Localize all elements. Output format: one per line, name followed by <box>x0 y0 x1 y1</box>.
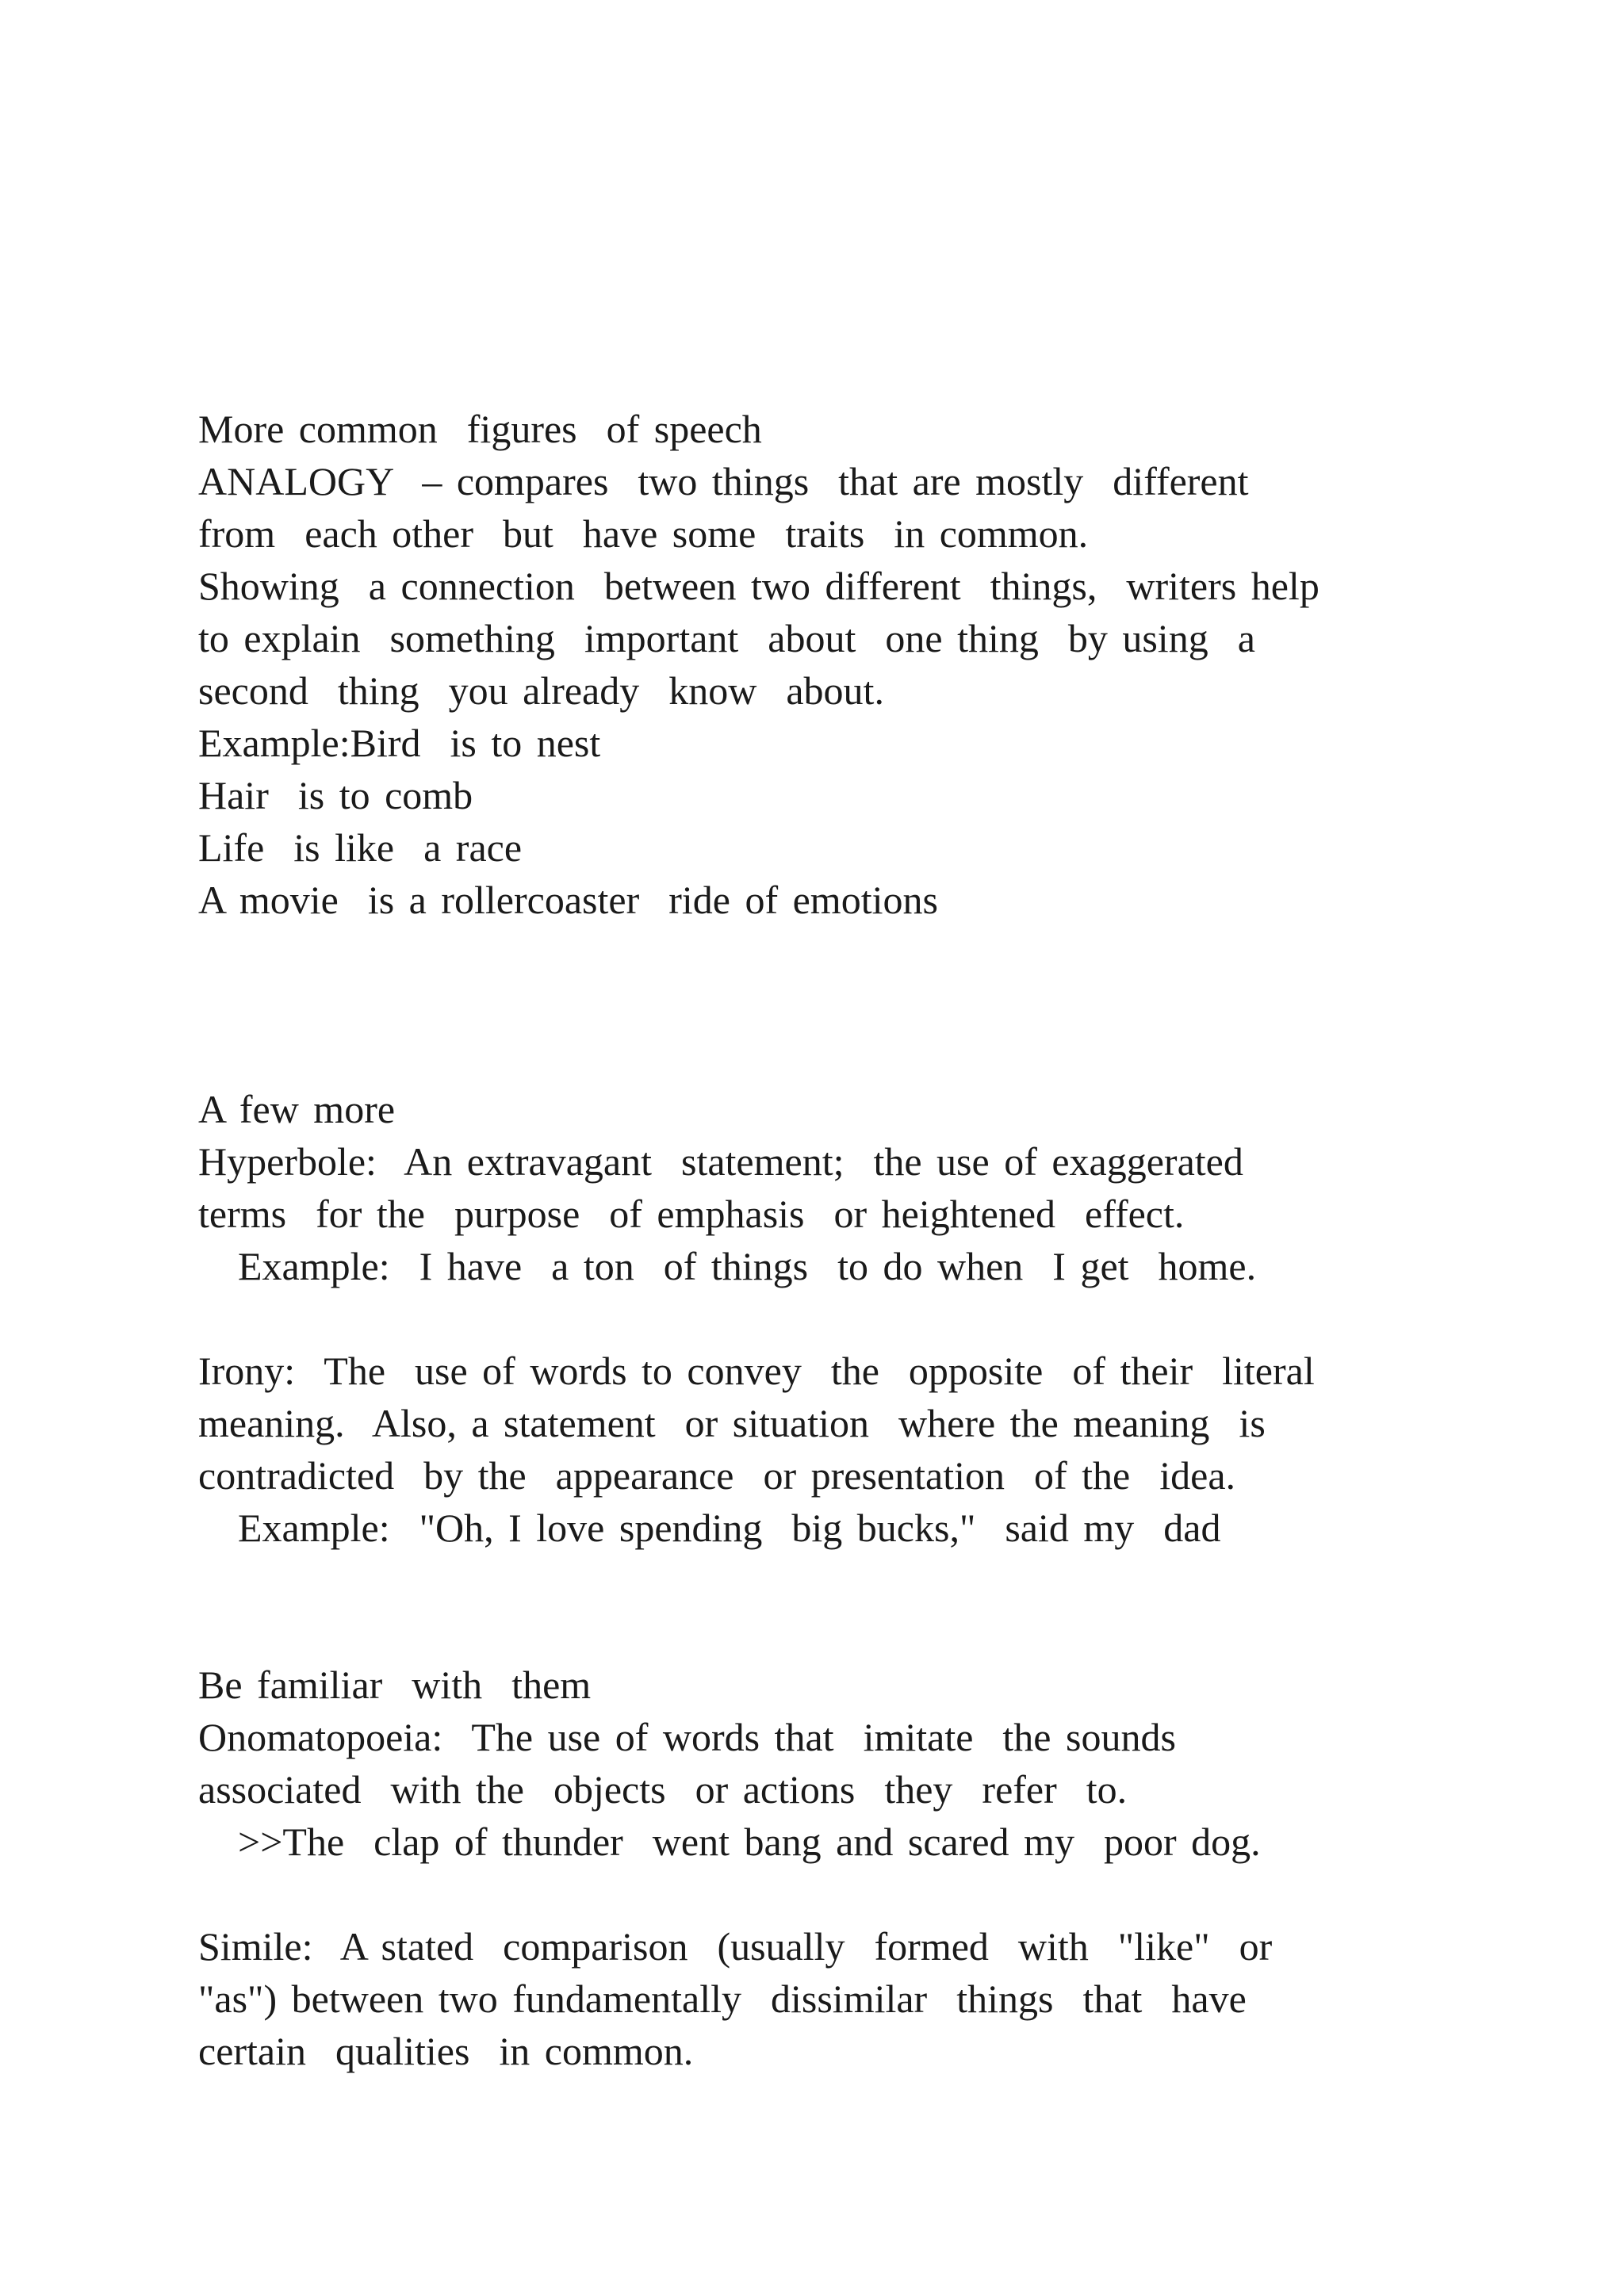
analogy-line: from each other but have some traits in common. <box>198 511 1089 556</box>
irony-line: Irony: The use of words to convey the opposite of their literal <box>198 1349 1315 1393</box>
irony-line: meaning. Also, a statement or situation where the meaning is <box>198 1401 1266 1445</box>
analogy-line: second thing you already know about. <box>198 668 884 713</box>
section-heading: More common figures of speech <box>198 407 762 451</box>
simile-line: Simile: A stated comparison (usually formed with "like" or <box>198 1924 1273 1969</box>
hyperbole-line: Hyperbole: An extravagant statement; the use of exaggerated <box>198 1139 1243 1184</box>
irony-example: Example: "Oh, I love spending big bucks," said my dad <box>238 1506 1221 1550</box>
simile-line: certain qualities in common. <box>198 2029 694 2073</box>
hyperbole-example: Example: I have a ton of things to do when I get home. <box>238 1244 1257 1288</box>
document-body <box>198 403 1546 2077</box>
onomatopoeia-example: >>The clap of thunder went bang and scared my poor dog. <box>238 1820 1261 1864</box>
analogy-example: Life is like a race <box>198 825 523 870</box>
spacer <box>198 1292 1546 1345</box>
simile-line: "as") between two fundamentally dissimilar things that have <box>198 1976 1247 2021</box>
analogy-example: Hair is to comb <box>198 773 473 817</box>
onomatopoeia-line: associated with the objects or actions they refer to. <box>198 1767 1128 1812</box>
section-heading: Be familiar with them <box>198 1663 592 1707</box>
spacer <box>198 1554 1546 1659</box>
analogy-example: A movie is a rollercoaster ride of emotions <box>198 878 938 922</box>
analogy-line: to explain something important about one thing by using a <box>198 616 1255 660</box>
section-heading: A few more <box>198 1087 396 1131</box>
hyperbole-line: terms for the purpose of emphasis or heightened effect. <box>198 1192 1185 1236</box>
analogy-line: Showing a connection between two different things, writers help <box>198 564 1320 608</box>
spacer <box>198 926 1546 1083</box>
analogy-line: ANALOGY – compares two things that are mostly different <box>198 459 1249 503</box>
onomatopoeia-line: Onomatopoeia: The use of words that imitate the sounds <box>198 1715 1176 1759</box>
irony-line: contradicted by the appearance or presentation of the idea. <box>198 1453 1236 1498</box>
analogy-example: Example:Bird is to nest <box>198 721 601 765</box>
spacer <box>198 1868 1546 1920</box>
